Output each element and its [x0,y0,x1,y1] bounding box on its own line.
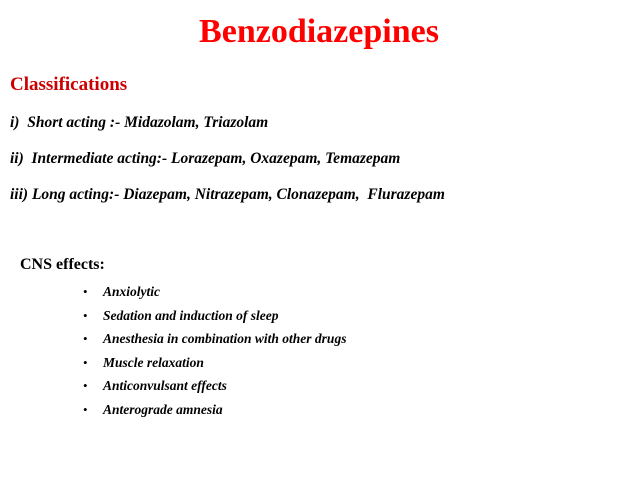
effect-label: Sedation and induction of sleep [103,307,279,323]
cns-effects-heading: CNS effects: [20,256,105,273]
effect-label: Anticonvulsant effects [103,378,227,393]
classification-short-acting: i) Short acting :- Midazolam, Triazolam [10,114,269,131]
bullet-icon: • [83,284,88,299]
list-item [83,327,346,351]
list-item [83,398,346,422]
effect-label: Anterograde amnesia [103,401,223,417]
classification-intermediate-acting: ii) Intermediate acting:- Lorazepam, Oxazepam, Temazepam [10,150,401,167]
list-item [83,351,346,375]
list-item [83,304,346,328]
bullet-icon: • [83,401,88,417]
effect-label: Anesthesia in combination with other drugs [103,331,347,346]
classifications-heading: Classifications [10,74,128,95]
slide-title: Benzodiazepines [199,13,439,50]
bullet-icon: • [83,354,88,370]
bullet-icon: • [83,331,88,346]
classification-long-acting: iii) Long acting:- Diazepam, Nitrazepam, Clonazepam, Flurazepam [10,186,445,203]
bullet-icon: • [83,378,88,393]
effect-label: Anxiolytic [103,284,160,299]
list-item [83,280,346,304]
list-item [83,374,346,398]
effect-label: Muscle relaxation [103,354,204,370]
bullet-icon: • [83,307,88,323]
cns-effects-list [83,280,346,421]
